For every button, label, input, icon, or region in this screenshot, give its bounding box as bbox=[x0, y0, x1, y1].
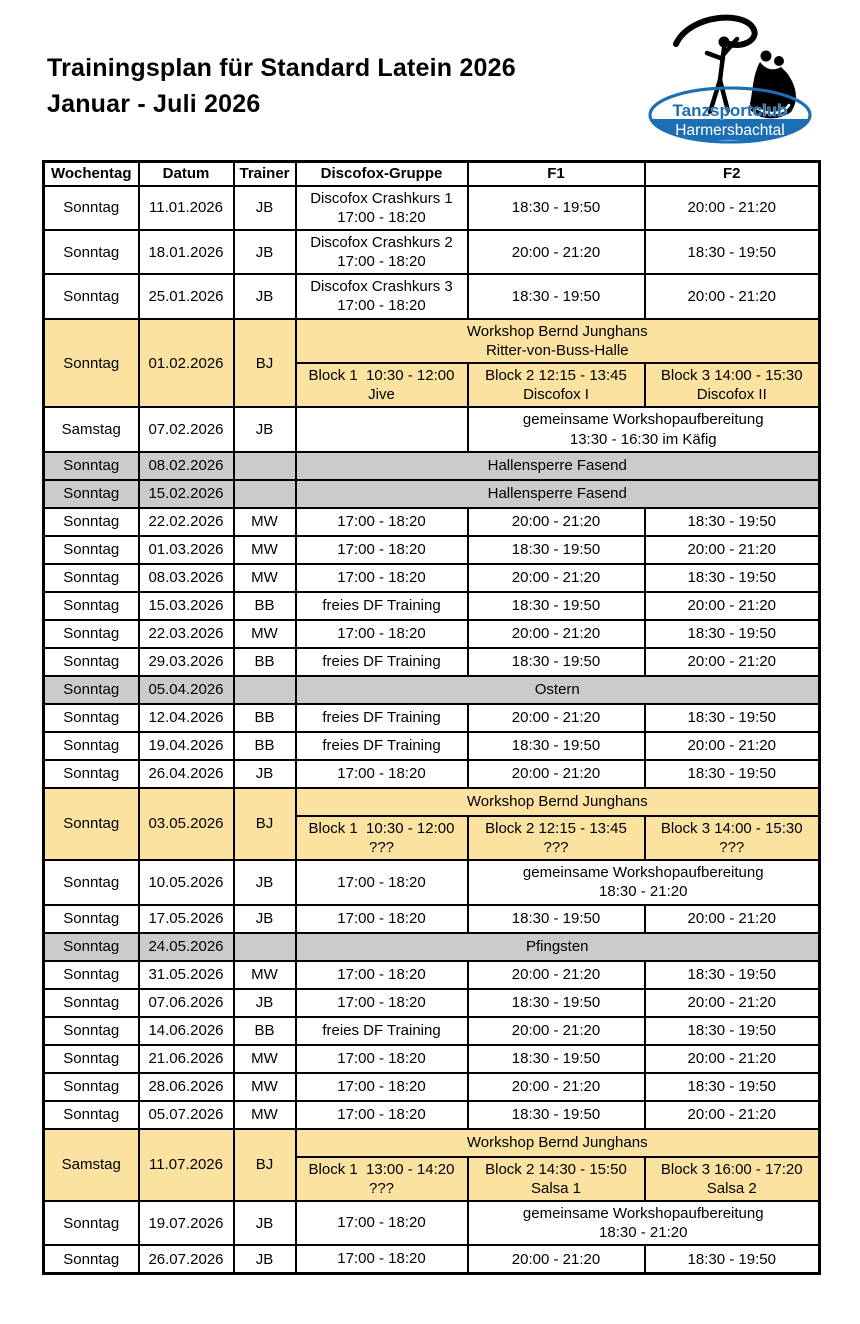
trainer-cell: MW bbox=[234, 1073, 296, 1101]
discofox-cell bbox=[296, 186, 468, 230]
f1-cell: 20:00 - 21:20 bbox=[468, 760, 645, 788]
discofox-cell bbox=[296, 407, 468, 451]
column-header-wochentag: Wochentag bbox=[44, 162, 139, 186]
date-cell: 14.06.2026 bbox=[139, 1017, 234, 1045]
discofox-cell-line: 17:00 - 18:20 bbox=[337, 765, 426, 783]
table-row bbox=[44, 592, 820, 620]
date-cell: 15.03.2026 bbox=[139, 592, 234, 620]
date-cell: 26.04.2026 bbox=[139, 760, 234, 788]
workshop-block-cell-line: Block 3 16:00 - 17:20 bbox=[660, 1160, 803, 1178]
date-cell: 19.04.2026 bbox=[139, 732, 234, 760]
weekday-cell: Sonntag bbox=[44, 186, 139, 230]
weekday-cell: Sonntag bbox=[44, 1101, 139, 1129]
discofox-cell bbox=[296, 536, 468, 564]
f2-cell: 18:30 - 19:50 bbox=[645, 620, 820, 648]
table-row bbox=[44, 186, 820, 230]
weekday-cell: Samstag bbox=[44, 1129, 139, 1201]
workshop-block-cell-line: ??? bbox=[368, 1179, 395, 1197]
discofox-cell bbox=[296, 1101, 468, 1129]
workshop-block-cell-line: ??? bbox=[368, 838, 395, 856]
date-cell: 11.07.2026 bbox=[139, 1129, 234, 1201]
table-row bbox=[44, 648, 820, 676]
date-cell: 03.05.2026 bbox=[139, 788, 234, 860]
f1-cell: 20:00 - 21:20 bbox=[468, 1017, 645, 1045]
workshop-title-cell bbox=[296, 1129, 820, 1157]
workshop-title-cell-line: Workshop Bernd Junghans bbox=[466, 793, 648, 811]
f1-cell: 20:00 - 21:20 bbox=[468, 508, 645, 536]
date-cell: 07.02.2026 bbox=[139, 407, 234, 451]
weekday-cell: Sonntag bbox=[44, 732, 139, 760]
discofox-cell bbox=[296, 1045, 468, 1073]
page-title bbox=[47, 50, 516, 123]
f2-cell: 20:00 - 21:20 bbox=[645, 989, 820, 1017]
workshop-block-cell-line: ??? bbox=[543, 838, 569, 856]
discofox-cell-line: 17:00 - 18:20 bbox=[337, 909, 426, 927]
schedule-header-row bbox=[44, 162, 820, 186]
discofox-cell-line: 17:00 - 18:20 bbox=[337, 208, 426, 226]
workshop-block-cell-line: Salsa 1 bbox=[530, 1179, 582, 1197]
f2-cell: 20:00 - 21:20 bbox=[645, 732, 820, 760]
table-row-prep bbox=[44, 1201, 820, 1245]
discofox-cell-line: 17:00 - 18:20 bbox=[337, 513, 426, 531]
table-row bbox=[44, 704, 820, 732]
table-row-workshop bbox=[44, 1129, 820, 1157]
workshop-prep-cell-line: 18:30 - 21:20 bbox=[599, 1224, 688, 1242]
trainer-cell: MW bbox=[234, 1045, 296, 1073]
trainer-cell bbox=[234, 452, 296, 480]
weekday-cell: Sonntag bbox=[44, 480, 139, 508]
f2-cell: 20:00 - 21:20 bbox=[645, 1045, 820, 1073]
f1-cell: 18:30 - 19:50 bbox=[468, 536, 645, 564]
trainer-cell: JB bbox=[234, 1201, 296, 1245]
logo-club-location: Harmersbachtal bbox=[675, 122, 785, 139]
workshop-block-cell bbox=[645, 1157, 820, 1201]
weekday-cell: Sonntag bbox=[44, 860, 139, 904]
trainer-cell: BB bbox=[234, 732, 296, 760]
f1-cell: 20:00 - 21:20 bbox=[468, 1073, 645, 1101]
trainer-cell: JB bbox=[234, 274, 296, 318]
page-title-line2: Januar - Juli 2026 bbox=[47, 90, 261, 119]
weekday-cell: Sonntag bbox=[44, 564, 139, 592]
table-row bbox=[44, 760, 820, 788]
date-cell: 05.07.2026 bbox=[139, 1101, 234, 1129]
trainer-cell: MW bbox=[234, 620, 296, 648]
weekday-cell: Sonntag bbox=[44, 989, 139, 1017]
date-cell: 08.03.2026 bbox=[139, 564, 234, 592]
f2-cell: 18:30 - 19:50 bbox=[645, 704, 820, 732]
discofox-cell-line: 17:00 - 18:20 bbox=[337, 993, 426, 1011]
date-cell: 11.01.2026 bbox=[139, 186, 234, 230]
discofox-cell bbox=[296, 592, 468, 620]
f2-cell: 20:00 - 21:20 bbox=[645, 592, 820, 620]
discofox-cell bbox=[296, 961, 468, 989]
table-row bbox=[44, 961, 820, 989]
workshop-prep-cell bbox=[468, 860, 820, 904]
discofox-cell-line: 17:00 - 18:20 bbox=[337, 297, 426, 315]
table-row bbox=[44, 989, 820, 1017]
trainer-cell: JB bbox=[234, 407, 296, 451]
schedule-table bbox=[42, 160, 821, 1275]
discofox-cell-line: 17:00 - 18:20 bbox=[337, 253, 426, 271]
weekday-cell: Sonntag bbox=[44, 961, 139, 989]
workshop-title-cell bbox=[296, 788, 820, 816]
workshop-prep-cell-line: gemeinsame Workshopaufbereitung bbox=[522, 864, 764, 882]
discofox-cell-line: 17:00 - 18:20 bbox=[337, 1214, 426, 1232]
table-row bbox=[44, 1073, 820, 1101]
discofox-cell-line: 17:00 - 18:20 bbox=[337, 541, 426, 559]
discofox-cell bbox=[296, 704, 468, 732]
workshop-block-cell-line: Discofox II bbox=[696, 386, 767, 404]
weekday-cell: Samstag bbox=[44, 407, 139, 451]
workshop-block-cell-line: Block 1 10:30 - 12:00 bbox=[308, 819, 455, 837]
weekday-cell: Sonntag bbox=[44, 933, 139, 961]
f2-cell: 18:30 - 19:50 bbox=[645, 1245, 820, 1273]
f2-cell: 18:30 - 19:50 bbox=[645, 230, 820, 274]
trainer-cell: MW bbox=[234, 1101, 296, 1129]
f1-cell: 18:30 - 19:50 bbox=[468, 648, 645, 676]
discofox-cell bbox=[296, 989, 468, 1017]
table-row bbox=[44, 1045, 820, 1073]
weekday-cell: Sonntag bbox=[44, 536, 139, 564]
date-cell: 12.04.2026 bbox=[139, 704, 234, 732]
date-cell: 07.06.2026 bbox=[139, 989, 234, 1017]
trainer-cell: MW bbox=[234, 961, 296, 989]
date-cell: 21.06.2026 bbox=[139, 1045, 234, 1073]
weekday-cell: Sonntag bbox=[44, 1201, 139, 1245]
trainer-cell: BJ bbox=[234, 1129, 296, 1201]
discofox-cell-line: Discofox Crashkurs 1 bbox=[310, 189, 453, 207]
weekday-cell: Sonntag bbox=[44, 508, 139, 536]
workshop-block-cell bbox=[296, 816, 468, 860]
discofox-cell bbox=[296, 620, 468, 648]
discofox-cell-line: 17:00 - 18:20 bbox=[337, 1250, 426, 1268]
discofox-cell-line: Discofox Crashkurs 2 bbox=[310, 233, 453, 251]
workshop-block-cell-line: Block 3 14:00 - 15:30 bbox=[660, 367, 803, 384]
f2-cell: 20:00 - 21:20 bbox=[645, 1101, 820, 1129]
f1-cell: 18:30 - 19:50 bbox=[468, 989, 645, 1017]
workshop-prep-cell bbox=[468, 407, 820, 451]
discofox-cell-line: 17:00 - 18:20 bbox=[337, 965, 426, 983]
table-row bbox=[44, 508, 820, 536]
column-header-datum: Datum bbox=[139, 162, 234, 186]
discofox-cell bbox=[296, 860, 468, 904]
f2-cell: 20:00 - 21:20 bbox=[645, 536, 820, 564]
weekday-cell: Sonntag bbox=[44, 1245, 139, 1273]
table-row-notice bbox=[44, 676, 820, 704]
trainer-cell: JB bbox=[234, 760, 296, 788]
discofox-cell bbox=[296, 1201, 468, 1245]
trainer-cell: JB bbox=[234, 230, 296, 274]
f1-cell: 18:30 - 19:50 bbox=[468, 274, 645, 318]
discofox-cell-line: freies DF Training bbox=[322, 709, 441, 727]
table-row bbox=[44, 564, 820, 592]
f2-cell: 20:00 - 21:20 bbox=[645, 648, 820, 676]
weekday-cell: Sonntag bbox=[44, 788, 139, 860]
discofox-cell bbox=[296, 1073, 468, 1101]
workshop-block-cell-line: Block 2 14:30 - 15:50 bbox=[485, 1160, 627, 1178]
workshop-block-cell-line: Discofox I bbox=[523, 386, 589, 404]
date-cell: 05.04.2026 bbox=[139, 676, 234, 704]
date-cell: 24.05.2026 bbox=[139, 933, 234, 961]
date-cell: 26.07.2026 bbox=[139, 1245, 234, 1273]
club-logo bbox=[640, 8, 824, 150]
table-row-workshop bbox=[44, 788, 820, 816]
trainer-cell: JB bbox=[234, 860, 296, 904]
weekday-cell: Sonntag bbox=[44, 905, 139, 933]
trainer-cell: MW bbox=[234, 536, 296, 564]
f1-cell: 18:30 - 19:50 bbox=[468, 592, 645, 620]
f2-cell: 18:30 - 19:50 bbox=[645, 508, 820, 536]
weekday-cell: Sonntag bbox=[44, 1045, 139, 1073]
workshop-block-cell-line: Block 2 12:15 - 13:45 bbox=[485, 367, 627, 384]
workshop-block-cell-line: Block 3 14:00 - 15:30 bbox=[660, 819, 803, 837]
trainer-cell: MW bbox=[234, 508, 296, 536]
workshop-prep-cell-line: gemeinsame Workshopaufbereitung bbox=[522, 411, 764, 429]
table-row-notice bbox=[44, 480, 820, 508]
workshop-block-cell-line: Jive bbox=[368, 386, 395, 404]
workshop-title-cell-line: Workshop Bernd Junghans bbox=[466, 322, 648, 340]
discofox-cell bbox=[296, 732, 468, 760]
discofox-cell bbox=[296, 1245, 468, 1273]
date-cell: 19.07.2026 bbox=[139, 1201, 234, 1245]
trainer-cell: JB bbox=[234, 989, 296, 1017]
f2-cell: 20:00 - 21:20 bbox=[645, 905, 820, 933]
f1-cell: 18:30 - 19:50 bbox=[468, 186, 645, 230]
workshop-block-cell bbox=[645, 816, 820, 860]
table-row bbox=[44, 620, 820, 648]
date-cell: 18.01.2026 bbox=[139, 230, 234, 274]
workshop-title-cell-line: Ritter-von-Buss-Halle bbox=[485, 341, 629, 359]
workshop-block-cell-line: Block 2 12:15 - 13:45 bbox=[485, 819, 627, 837]
f1-cell: 18:30 - 19:50 bbox=[468, 732, 645, 760]
discofox-cell-line: 17:00 - 18:20 bbox=[337, 1049, 426, 1067]
table-row bbox=[44, 1245, 820, 1273]
date-cell: 08.02.2026 bbox=[139, 452, 234, 480]
trainer-cell: JB bbox=[234, 1245, 296, 1273]
weekday-cell: Sonntag bbox=[44, 676, 139, 704]
discofox-cell bbox=[296, 905, 468, 933]
table-row-workshop bbox=[44, 319, 820, 363]
workshop-block-cell bbox=[296, 1157, 468, 1201]
workshop-block-cell-line: ??? bbox=[719, 838, 745, 856]
date-cell: 22.02.2026 bbox=[139, 508, 234, 536]
date-cell: 01.02.2026 bbox=[139, 319, 234, 408]
discofox-cell-line: freies DF Training bbox=[322, 1021, 441, 1039]
workshop-block-cell bbox=[645, 363, 820, 407]
date-cell: 22.03.2026 bbox=[139, 620, 234, 648]
discofox-cell bbox=[296, 1017, 468, 1045]
weekday-cell: Sonntag bbox=[44, 230, 139, 274]
trainer-cell: BB bbox=[234, 704, 296, 732]
f2-cell: 20:00 - 21:20 bbox=[645, 274, 820, 318]
table-row bbox=[44, 1017, 820, 1045]
f1-cell: 18:30 - 19:50 bbox=[468, 1101, 645, 1129]
trainer-cell: BJ bbox=[234, 319, 296, 408]
discofox-cell bbox=[296, 648, 468, 676]
discofox-cell-line: 17:00 - 18:20 bbox=[337, 569, 426, 587]
column-header-discofox-gruppe: Discofox-Gruppe bbox=[296, 162, 468, 186]
weekday-cell: Sonntag bbox=[44, 704, 139, 732]
date-cell: 01.03.2026 bbox=[139, 536, 234, 564]
column-header-trainer: Trainer bbox=[234, 162, 296, 186]
f1-cell: 20:00 - 21:20 bbox=[468, 1245, 645, 1273]
discofox-cell-line: freies DF Training bbox=[322, 737, 441, 755]
f2-cell: 18:30 - 19:50 bbox=[645, 760, 820, 788]
trainer-cell bbox=[234, 676, 296, 704]
f2-cell: 18:30 - 19:50 bbox=[645, 1017, 820, 1045]
weekday-cell: Sonntag bbox=[44, 760, 139, 788]
date-cell: 15.02.2026 bbox=[139, 480, 234, 508]
workshop-block-cell bbox=[468, 363, 645, 407]
table-row bbox=[44, 274, 820, 318]
f2-cell: 18:30 - 19:50 bbox=[645, 961, 820, 989]
workshop-block-cell-line: Salsa 2 bbox=[706, 1179, 757, 1197]
table-row bbox=[44, 732, 820, 760]
weekday-cell: Sonntag bbox=[44, 319, 139, 408]
discofox-cell-line: 17:00 - 18:20 bbox=[337, 625, 426, 643]
workshop-block-cell bbox=[468, 816, 645, 860]
discofox-cell-line: freies DF Training bbox=[322, 597, 441, 615]
f1-cell: 18:30 - 19:50 bbox=[468, 1045, 645, 1073]
notice-cell: Ostern bbox=[296, 676, 820, 704]
date-cell: 28.06.2026 bbox=[139, 1073, 234, 1101]
date-cell: 10.05.2026 bbox=[139, 860, 234, 904]
table-row bbox=[44, 536, 820, 564]
date-cell: 25.01.2026 bbox=[139, 274, 234, 318]
workshop-prep-cell-line: 13:30 - 16:30 im Käfig bbox=[569, 430, 717, 448]
workshop-block-cell bbox=[296, 363, 468, 407]
trainer-cell: JB bbox=[234, 186, 296, 230]
workshop-block-cell-line: Block 1 10:30 - 12:00 bbox=[308, 367, 455, 384]
f1-cell: 20:00 - 21:20 bbox=[468, 230, 645, 274]
workshop-block-cell bbox=[468, 1157, 645, 1201]
f1-cell: 20:00 - 21:20 bbox=[468, 564, 645, 592]
workshop-block-cell-line: Block 1 13:00 - 14:20 bbox=[308, 1160, 455, 1178]
discofox-cell bbox=[296, 760, 468, 788]
trainer-cell bbox=[234, 480, 296, 508]
workshop-title-cell bbox=[296, 319, 820, 363]
weekday-cell: Sonntag bbox=[44, 274, 139, 318]
discofox-cell-line: 17:00 - 18:20 bbox=[337, 1077, 426, 1095]
f1-cell: 20:00 - 21:20 bbox=[468, 620, 645, 648]
logo-club-name: Tanzsportclub bbox=[672, 101, 788, 120]
weekday-cell: Sonntag bbox=[44, 648, 139, 676]
discofox-cell-line: Discofox Crashkurs 3 bbox=[310, 278, 453, 296]
schedule-table-body bbox=[44, 186, 820, 1274]
f1-cell: 20:00 - 21:20 bbox=[468, 704, 645, 732]
discofox-cell-line: freies DF Training bbox=[322, 653, 441, 671]
column-header-f2: F2 bbox=[645, 162, 820, 186]
notice-cell: Hallensperre Fasend bbox=[296, 452, 820, 480]
discofox-cell bbox=[296, 230, 468, 274]
trainer-cell: JB bbox=[234, 905, 296, 933]
date-cell: 29.03.2026 bbox=[139, 648, 234, 676]
f1-cell: 20:00 - 21:20 bbox=[468, 961, 645, 989]
table-row-notice bbox=[44, 933, 820, 961]
discofox-cell-line: 17:00 - 18:20 bbox=[337, 873, 426, 891]
table-row-notice bbox=[44, 452, 820, 480]
weekday-cell: Sonntag bbox=[44, 620, 139, 648]
trainer-cell: MW bbox=[234, 564, 296, 592]
table-row-prep bbox=[44, 860, 820, 904]
discofox-cell bbox=[296, 508, 468, 536]
trainer-cell: BB bbox=[234, 592, 296, 620]
workshop-prep-cell-line: gemeinsame Workshopaufbereitung bbox=[522, 1204, 764, 1222]
notice-cell: Pfingsten bbox=[296, 933, 820, 961]
workshop-prep-cell-line: 18:30 - 21:20 bbox=[599, 883, 688, 901]
column-header-f1: F1 bbox=[468, 162, 645, 186]
date-cell: 31.05.2026 bbox=[139, 961, 234, 989]
workshop-title-cell-line: Workshop Bernd Junghans bbox=[466, 1133, 648, 1151]
table-row bbox=[44, 1101, 820, 1129]
discofox-cell-line: 17:00 - 18:20 bbox=[337, 1105, 426, 1123]
weekday-cell: Sonntag bbox=[44, 452, 139, 480]
trainer-cell: BB bbox=[234, 1017, 296, 1045]
f1-cell: 18:30 - 19:50 bbox=[468, 905, 645, 933]
table-row-prep bbox=[44, 407, 820, 451]
discofox-cell bbox=[296, 274, 468, 318]
table-row bbox=[44, 905, 820, 933]
weekday-cell: Sonntag bbox=[44, 1073, 139, 1101]
trainer-cell: BJ bbox=[234, 788, 296, 860]
page-title-line1: Trainingsplan für Standard Latein 2026 bbox=[47, 54, 516, 82]
notice-cell: Hallensperre Fasend bbox=[296, 480, 820, 508]
trainer-cell: BB bbox=[234, 648, 296, 676]
f2-cell: 18:30 - 19:50 bbox=[645, 564, 820, 592]
weekday-cell: Sonntag bbox=[44, 1017, 139, 1045]
f2-cell: 18:30 - 19:50 bbox=[645, 1073, 820, 1101]
weekday-cell: Sonntag bbox=[44, 592, 139, 620]
discofox-cell bbox=[296, 564, 468, 592]
date-cell: 17.05.2026 bbox=[139, 905, 234, 933]
f2-cell: 20:00 - 21:20 bbox=[645, 186, 820, 230]
trainer-cell bbox=[234, 933, 296, 961]
workshop-prep-cell bbox=[468, 1201, 820, 1245]
table-row bbox=[44, 230, 820, 274]
